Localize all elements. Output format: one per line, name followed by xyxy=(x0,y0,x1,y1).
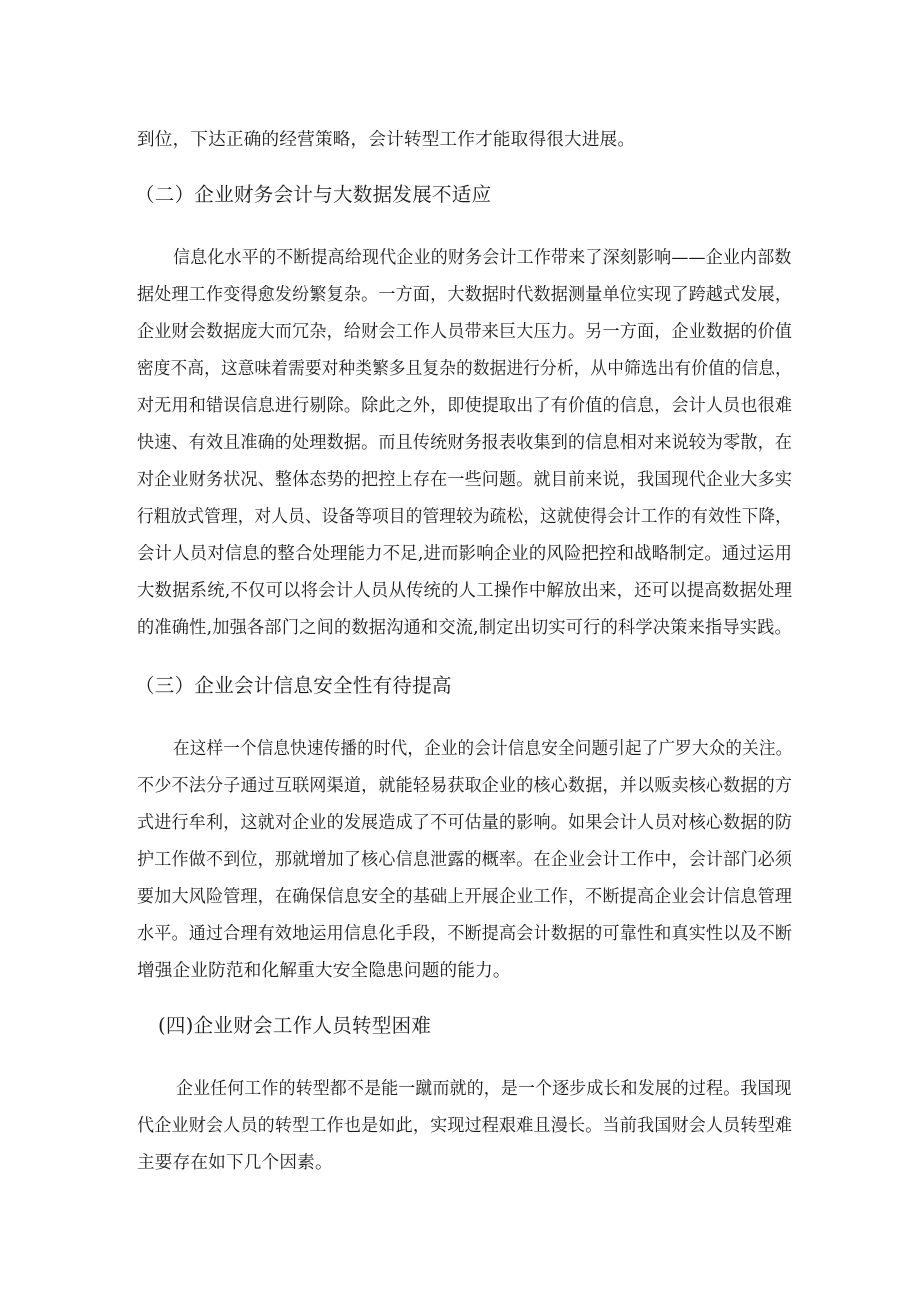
paragraph-line: 代企业财会人员的转型工作也是如此，实现过程艰难且漫长。当前我国财会人员转型难 xyxy=(137,1116,793,1136)
paragraph-line: 企业财会数据庞大而冗杂，给财会工作人员带来巨大压力。另一方面，企业数据的价值 xyxy=(137,322,793,342)
paragraph-line: 对企业财务状况、整体态势的把控上存在一些问题。就目前来说，我国现代企业大多实 xyxy=(137,470,793,490)
paragraph-line: 据处理工作变得愈发纷繁复杂。一方面，大数据时代数据测量单位实现了跨越式发展， xyxy=(137,285,793,305)
section-heading-2: （二）企业财务会计与大数据发展不适应 xyxy=(135,183,492,206)
paragraph-line: 会计人员对信息的整合处理能力不足,进而影响企业的风险把控和战略制定。通过运用 xyxy=(137,544,793,564)
paragraph-line: 对无用和错误信息进行剔除。除此之外，即使提取出了有价值的信息，会计人员也很难 xyxy=(137,396,793,416)
paragraph-line: 在这样一个信息快速传播的时代，企业的会计信息安全问题引起了广罗大众的关注。 xyxy=(173,739,793,759)
paragraph-line: 企业任何工作的转型都不是能一蹴而就的，是一个逐步成长和发展的过程。我国现 xyxy=(176,1079,792,1099)
section-heading-4: (四)企业财会工作人员转型困难 xyxy=(158,1014,432,1037)
paragraph-line: 行粗放式管理，对人员、设备等项目的管理较为疏松，这就使得会计工作的有效性下降， xyxy=(137,507,792,527)
paragraph-line: 水平。通过合理有效地运用信息化手段，不断提高会计数据的可靠性和真实性以及不断 xyxy=(137,924,793,944)
paragraph-line: 护工作做不到位，那就增加了核心信息泄露的概率。在企业会计工作中，会计部门必须 xyxy=(137,850,793,870)
section-heading-3: （三）企业会计信息安全性有待提高 xyxy=(135,674,452,697)
paragraph-line: 的准确性,加强各部门之间的数据沟通和交流,制定出切实可行的科学决策来指导实践。 xyxy=(137,618,792,638)
paragraph-line: 快速、有效且准确的处理数据。而且传统财务报表收集到的信息相对来说较为零散，在 xyxy=(137,433,793,453)
paragraph-line: 密度不高，这意味着需要对种类繁多且复杂的数据进行分析，从中筛选出有价值的信息， xyxy=(137,359,792,379)
paragraph-line: 信息化水平的不断提高给现代企业的财务会计工作带来了深刻影响——企业内部数 xyxy=(173,248,792,268)
paragraph-line: 主要存在如下几个因素。 xyxy=(137,1153,333,1173)
paragraph-line: 不少不法分子通过互联网渠道，就能轻易获取企业的核心数据，并以贩卖核心数据的方 xyxy=(137,776,793,796)
paragraph-line: 大数据系统,不仅可以将会计人员从传统的人工操作中解放出来，还可以提高数据处理 xyxy=(137,581,793,601)
paragraph-line: 式进行牟利，这就对企业的发展造成了不可估量的影响。如果会计人员对核心数据的防 xyxy=(137,813,793,833)
intro-tail-line: 到位，下达正确的经营策略，会计转型工作才能取得很大进展。 xyxy=(137,130,636,150)
paragraph-line: 要加大风险管理，在确保信息安全的基础上开展企业工作，不断提高企业会计信息管理 xyxy=(137,887,793,907)
paragraph-line: 增强企业防范和化解重大安全隐患问题的能力。 xyxy=(137,961,511,981)
